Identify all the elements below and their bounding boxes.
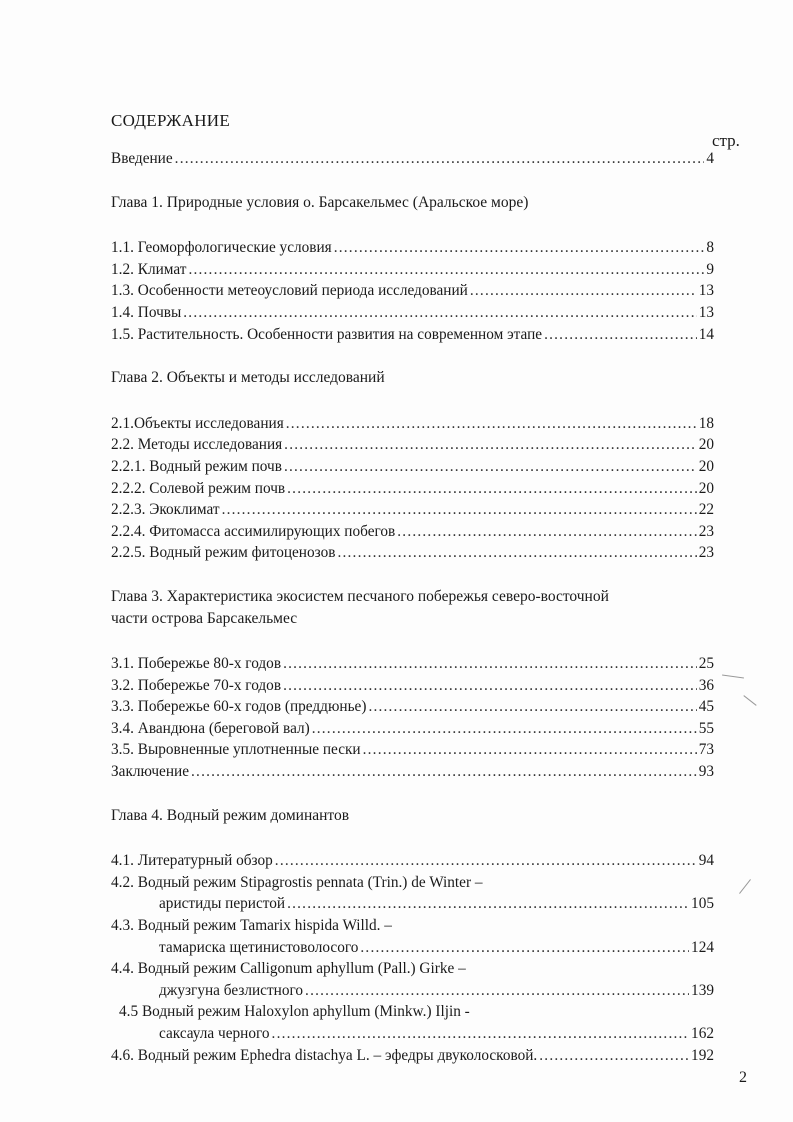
dot-leader xyxy=(287,893,689,915)
toc-page: 23 xyxy=(698,522,714,540)
toc-page: 4 xyxy=(706,150,714,167)
dot-leader xyxy=(397,521,696,543)
toc-label: 2.2.2. Солевой режим почв xyxy=(111,479,286,497)
chapter-3-title-line2: части острова Барсакельмес xyxy=(111,609,298,627)
toc-entry xyxy=(111,718,714,740)
toc-entry xyxy=(111,521,714,543)
toc-label: 1.4. Почвы xyxy=(111,303,182,321)
toc-page: 192 xyxy=(691,1046,714,1064)
toc-entry-intro xyxy=(111,148,714,170)
page-title: СОДЕРЖАНИЕ xyxy=(111,111,231,130)
dot-leader xyxy=(312,718,697,740)
page-number: 2 xyxy=(739,1069,747,1086)
toc-label: 3.2. Побережье 70-х годов xyxy=(111,676,282,694)
toc-label: 1.2. Климат xyxy=(111,260,187,278)
toc-page: 105 xyxy=(691,895,714,913)
toc-entry-first-line xyxy=(111,915,714,937)
toc-entry xyxy=(111,237,714,259)
chapter-2-title: Глава 2. Объекты и методы исследований xyxy=(111,369,385,387)
toc-page: 124 xyxy=(691,938,714,956)
toc-entry xyxy=(111,434,714,456)
toc-entry xyxy=(111,478,714,500)
dot-leader xyxy=(360,937,689,959)
toc-page: 25 xyxy=(698,655,714,673)
toc-entry xyxy=(111,850,714,872)
toc-page: 55 xyxy=(698,719,714,737)
toc-entry xyxy=(111,696,714,718)
toc-page: 22 xyxy=(698,501,714,519)
dot-leader xyxy=(283,653,697,675)
toc-entry xyxy=(111,413,714,435)
dot-leader xyxy=(544,324,697,346)
toc-page: 45 xyxy=(698,698,714,716)
toc-entry xyxy=(111,1045,714,1067)
toc-page: 8 xyxy=(706,239,714,257)
toc-entry xyxy=(111,893,714,915)
toc-entry xyxy=(111,1023,714,1045)
dot-leader xyxy=(284,456,697,478)
toc-label: 4.1. Литературный обзор xyxy=(111,852,273,870)
dot-leader xyxy=(183,302,696,324)
toc-label: 1.3. Особенности метеоусловий периода исследований xyxy=(111,282,468,300)
dot-leader xyxy=(287,478,697,500)
toc-label: 2.2.4. Фитомасса ассимилирующих побегов xyxy=(111,522,396,540)
dot-leader xyxy=(275,850,697,872)
dot-leader xyxy=(337,542,696,564)
toc-entry xyxy=(111,302,714,324)
chapter-3-title-line1: Глава 3. Характеристика экосистем песчаного побережья северо-восточной xyxy=(111,587,609,605)
toc-label: 4.6. Водный режим Ephedra distachya L. – эфедры двуколосковой. xyxy=(111,1046,538,1064)
toc-label: 2.2.5. Водный режим фитоценозов xyxy=(111,544,336,562)
toc-entry xyxy=(111,499,714,521)
dot-leader xyxy=(272,1023,690,1045)
toc-entry xyxy=(111,280,714,302)
toc-label: 4.2. Водный режим Stipagrostis pennata (Trin.) de Winter – xyxy=(111,873,483,891)
dot-leader xyxy=(222,499,697,521)
toc-entry xyxy=(111,324,714,346)
toc-label: тамариска щетинистоволосого xyxy=(159,938,359,956)
toc-entry-first-line xyxy=(111,1001,714,1023)
toc-page: 20 xyxy=(698,479,714,497)
dot-leader xyxy=(188,259,704,281)
toc-entry-first-line xyxy=(111,872,714,894)
toc-label: Введение xyxy=(111,150,173,167)
toc-page: 20 xyxy=(698,436,714,454)
toc-page: 13 xyxy=(698,303,714,321)
toc-entry xyxy=(111,675,714,697)
toc-page: 94 xyxy=(698,852,714,870)
toc-page: 18 xyxy=(698,414,714,432)
toc-entry xyxy=(111,456,714,478)
toc-label: 3.5. Выровненные уплотненные пески xyxy=(111,741,361,759)
toc-entry xyxy=(111,980,714,1002)
toc-label: 3.4. Авандюна (береговой вал) xyxy=(111,719,310,737)
toc-page: 14 xyxy=(698,325,714,343)
toc-label: 2.2. Методы исследования xyxy=(111,436,283,454)
toc-label: джузгуна безлистного xyxy=(159,981,304,999)
dot-leader xyxy=(284,434,697,456)
scan-mark xyxy=(743,695,756,706)
toc-label: 4.5 Водный режим Haloxylon aphyllum (Minkw.) Iljin - xyxy=(119,1003,470,1021)
toc-entry xyxy=(111,739,714,761)
toc-entry-first-line xyxy=(111,958,714,980)
toc-label: 1.5. Растительность. Особенности развития на современном этапе xyxy=(111,325,543,343)
toc-entry xyxy=(111,259,714,281)
toc-entry xyxy=(111,653,714,675)
table-of-contents xyxy=(111,148,714,1066)
toc-page: 162 xyxy=(691,1025,714,1042)
toc-label: 1.1. Геоморфологические условия xyxy=(111,239,332,257)
chapter-4-title: Глава 4. Водный режим доминантов xyxy=(111,806,350,824)
dot-leader xyxy=(175,148,705,170)
dot-leader xyxy=(539,1045,689,1067)
scan-mark xyxy=(722,674,744,678)
dot-leader xyxy=(283,675,697,697)
toc-entry xyxy=(111,761,714,783)
dot-leader xyxy=(363,739,697,761)
toc-label: 2.2.1. Водный режим почв xyxy=(111,457,282,475)
toc-label: 3.1. Побережье 80-х годов xyxy=(111,655,282,673)
toc-label: 2.2.3. Экоклимат xyxy=(111,501,220,519)
chapter-1-title: Глава 1. Природные условия о. Барсакельмес (Аральское море) xyxy=(111,193,529,211)
toc-entry xyxy=(111,937,714,959)
toc-page: 139 xyxy=(691,981,714,999)
toc-page: 93 xyxy=(698,763,714,781)
toc-page: 23 xyxy=(698,544,714,562)
toc-label: Заключение xyxy=(111,763,190,781)
toc-page: 73 xyxy=(698,741,714,759)
toc-label: 4.4. Водный режим Calligonum aphyllum (Pall.) Girke – xyxy=(111,960,466,978)
toc-label: 2.1.Объекты исследования xyxy=(111,414,284,432)
dot-leader xyxy=(470,280,697,302)
dot-leader xyxy=(305,980,689,1002)
toc-page: 9 xyxy=(706,260,714,278)
toc-page: 13 xyxy=(698,282,714,300)
toc-label: 3.3. Побережье 60-х годов (преддюнье) xyxy=(111,698,367,716)
page-column-label: стр. xyxy=(712,131,740,150)
toc-label: 4.3. Водный режим Tamarix hispida Willd. – xyxy=(111,917,392,935)
dot-leader xyxy=(368,696,696,718)
toc-page: 36 xyxy=(698,676,714,694)
dot-leader xyxy=(334,237,705,259)
scan-mark xyxy=(739,879,751,894)
dot-leader xyxy=(286,413,697,435)
toc-label: саксаула черного xyxy=(159,1025,270,1042)
toc-page: 20 xyxy=(698,457,714,475)
toc-label: аристиды перистой xyxy=(159,895,286,913)
dot-leader xyxy=(191,761,697,783)
toc-entry xyxy=(111,542,714,564)
